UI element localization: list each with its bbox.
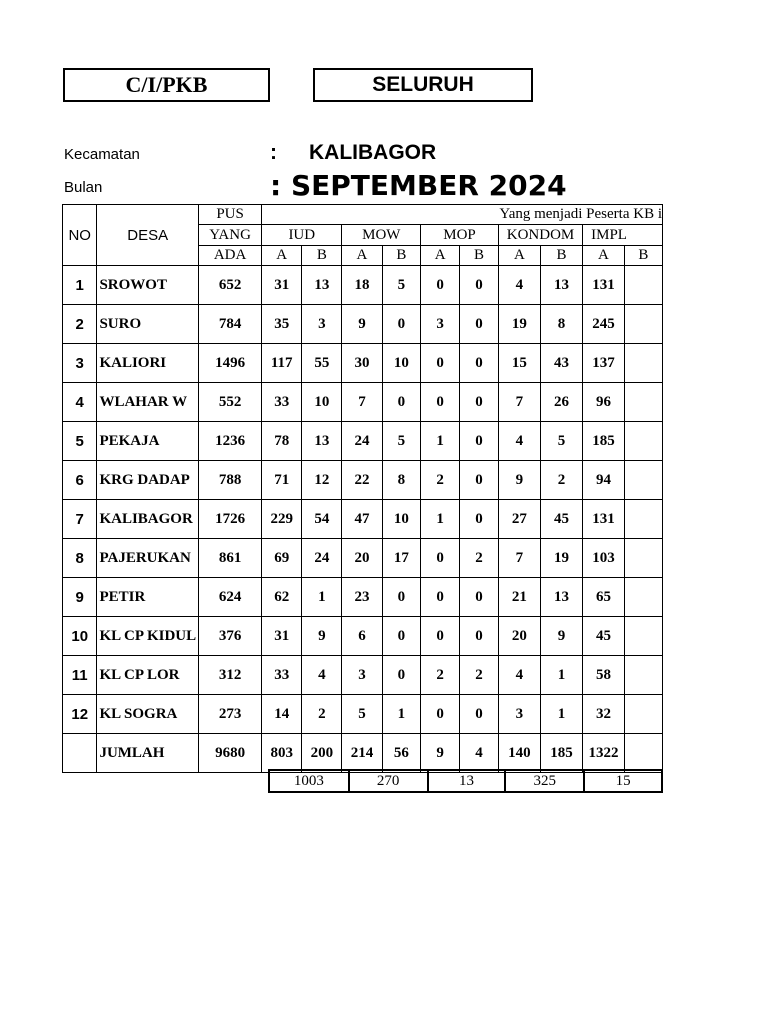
method-total: 13: [428, 770, 506, 792]
row-no: 9: [63, 578, 97, 617]
row-value: 1: [382, 695, 421, 734]
row-value: 0: [460, 266, 499, 305]
row-value: 54: [302, 500, 342, 539]
row-value: 33: [262, 656, 302, 695]
row-value-clipped: [624, 461, 662, 500]
row-value: 14: [262, 695, 302, 734]
scope-label: SELURUH: [372, 73, 474, 96]
col-pus-header-line2: YANG: [198, 225, 261, 246]
row-value: 214: [342, 734, 382, 773]
row-value-clipped: [624, 695, 662, 734]
row-value: 131: [583, 266, 625, 305]
row-pus: 861: [198, 539, 261, 578]
row-value: 2: [421, 461, 460, 500]
row-value: 0: [460, 422, 499, 461]
row-value: 7: [498, 539, 540, 578]
row-value: 56: [382, 734, 421, 773]
table-row: [63, 578, 663, 617]
row-value-clipped: [624, 383, 662, 422]
row-value: 185: [583, 422, 625, 461]
row-value-clipped: [624, 734, 662, 773]
row-value-clipped: [624, 266, 662, 305]
row-value: 3: [342, 656, 382, 695]
row-value: 65: [583, 578, 625, 617]
row-pus: 552: [198, 383, 261, 422]
row-pus: 624: [198, 578, 261, 617]
row-no: 1: [63, 266, 97, 305]
row-no: 2: [63, 305, 97, 344]
table-row: [63, 266, 663, 305]
row-no: 5: [63, 422, 97, 461]
row-desa: KL CP LOR: [97, 656, 199, 695]
sub-header-b: B: [540, 246, 582, 266]
row-value: 94: [583, 461, 625, 500]
row-value: 10: [302, 383, 342, 422]
row-value: 0: [460, 305, 499, 344]
row-value: 9: [540, 617, 582, 656]
row-value: 45: [583, 617, 625, 656]
sub-header-b: B: [382, 246, 421, 266]
row-pus: 376: [198, 617, 261, 656]
table-row: [63, 461, 663, 500]
row-value: 7: [342, 383, 382, 422]
sub-header-b: B: [302, 246, 342, 266]
row-value: 43: [540, 344, 582, 383]
row-value: 2: [421, 656, 460, 695]
row-value: 47: [342, 500, 382, 539]
method-header-mop: MOP: [421, 225, 499, 246]
row-value: 31: [262, 617, 302, 656]
row-value-clipped: [624, 656, 662, 695]
sub-header-a: A: [583, 246, 625, 266]
row-value: 21: [498, 578, 540, 617]
row-value: 4: [498, 422, 540, 461]
row-value: 10: [382, 344, 421, 383]
row-value: 12: [302, 461, 342, 500]
row-value-clipped: [624, 422, 662, 461]
row-value-clipped: [624, 344, 662, 383]
table-row: [63, 305, 663, 344]
row-value: 0: [460, 617, 499, 656]
row-pus: 652: [198, 266, 261, 305]
row-value: 13: [302, 266, 342, 305]
row-value: 0: [382, 305, 421, 344]
row-value: 0: [460, 383, 499, 422]
row-no: 4: [63, 383, 97, 422]
row-desa: SURO: [97, 305, 199, 344]
row-value: 137: [583, 344, 625, 383]
row-value: 0: [460, 578, 499, 617]
row-value: 32: [583, 695, 625, 734]
row-value: 9: [302, 617, 342, 656]
row-no: 12: [63, 695, 97, 734]
row-value: 33: [262, 383, 302, 422]
row-value: 103: [583, 539, 625, 578]
row-value: 13: [540, 266, 582, 305]
row-value: 0: [382, 383, 421, 422]
row-value: 69: [262, 539, 302, 578]
row-value: 62: [262, 578, 302, 617]
row-pus: 788: [198, 461, 261, 500]
row-value: 2: [302, 695, 342, 734]
row-pus: 1236: [198, 422, 261, 461]
row-value: 17: [382, 539, 421, 578]
row-value: 9: [421, 734, 460, 773]
sub-header-a: A: [262, 246, 302, 266]
row-value: 24: [342, 422, 382, 461]
row-value: 15: [498, 344, 540, 383]
row-value-clipped: [624, 500, 662, 539]
row-pus: 1496: [198, 344, 261, 383]
row-value: 20: [342, 539, 382, 578]
row-value: 2: [460, 539, 499, 578]
row-no: 6: [63, 461, 97, 500]
row-value: 4: [460, 734, 499, 773]
row-value: 0: [421, 383, 460, 422]
table-row: [63, 656, 663, 695]
row-desa: WLAHAR W: [97, 383, 199, 422]
row-desa: SROWOT: [97, 266, 199, 305]
row-value: 245: [583, 305, 625, 344]
row-value: 0: [382, 578, 421, 617]
row-value: 0: [421, 266, 460, 305]
total-row: [63, 734, 663, 773]
row-value: 117: [262, 344, 302, 383]
row-value: 1: [421, 422, 460, 461]
table-row: [63, 500, 663, 539]
method-header-kondom: KONDOM: [498, 225, 582, 246]
row-value: 27: [498, 500, 540, 539]
bulan-colon: :: [270, 169, 282, 202]
row-value: 5: [382, 266, 421, 305]
method-totals-table: [268, 769, 663, 793]
row-value: 22: [342, 461, 382, 500]
table-row: [63, 344, 663, 383]
bulan-value: SEPTEMBER 2024: [290, 169, 567, 202]
row-value: 10: [382, 500, 421, 539]
method-total: 1003: [269, 770, 349, 792]
method-header-iud: IUD: [262, 225, 342, 246]
row-value: 0: [421, 578, 460, 617]
row-value: 5: [342, 695, 382, 734]
row-desa: PAJERUKAN: [97, 539, 199, 578]
row-value: 0: [382, 656, 421, 695]
row-pus: 1726: [198, 500, 261, 539]
row-no: 3: [63, 344, 97, 383]
row-value: 13: [302, 422, 342, 461]
row-value: 6: [342, 617, 382, 656]
row-desa: KL SOGRA: [97, 695, 199, 734]
row-value: 19: [540, 539, 582, 578]
col-no-header: NO: [63, 205, 97, 266]
row-no: 7: [63, 500, 97, 539]
row-value: 55: [302, 344, 342, 383]
row-value: 2: [540, 461, 582, 500]
row-value: 0: [421, 617, 460, 656]
row-value: 71: [262, 461, 302, 500]
row-value: 5: [540, 422, 582, 461]
method-total: 325: [505, 770, 584, 792]
row-value: 0: [421, 344, 460, 383]
row-value-clipped: [624, 539, 662, 578]
row-value: 4: [302, 656, 342, 695]
row-value: 30: [342, 344, 382, 383]
method-total: 270: [349, 770, 428, 792]
row-value: 0: [460, 500, 499, 539]
table-row: [63, 422, 663, 461]
row-value: 35: [262, 305, 302, 344]
sub-header-b: B: [624, 246, 662, 266]
table-row: [63, 539, 663, 578]
row-value: 200: [302, 734, 342, 773]
table-row: [63, 617, 663, 656]
sub-header-a: A: [342, 246, 382, 266]
row-value: 229: [262, 500, 302, 539]
kb-participant-table: [62, 204, 663, 773]
row-desa: KALIORI: [97, 344, 199, 383]
row-value: 4: [498, 266, 540, 305]
row-value: 26: [540, 383, 582, 422]
row-value: 5: [382, 422, 421, 461]
row-value: 4: [498, 656, 540, 695]
table-row: [63, 695, 663, 734]
row-value: 8: [540, 305, 582, 344]
row-value: 18: [342, 266, 382, 305]
row-value: 0: [460, 695, 499, 734]
row-desa: PETIR: [97, 578, 199, 617]
row-pus: 273: [198, 695, 261, 734]
sub-header-a: A: [421, 246, 460, 266]
row-value: 0: [421, 539, 460, 578]
row-desa: JUMLAH: [97, 734, 199, 773]
row-value: 2: [460, 656, 499, 695]
group-title: Yang menjadi Peserta KB i: [262, 205, 663, 225]
row-desa: KALIBAGOR: [97, 500, 199, 539]
row-value-clipped: [624, 578, 662, 617]
row-pus: 784: [198, 305, 261, 344]
row-value: 3: [302, 305, 342, 344]
row-value: 45: [540, 500, 582, 539]
method-header-impl: IMPL: [583, 225, 663, 246]
row-value: 78: [262, 422, 302, 461]
row-value: 3: [421, 305, 460, 344]
row-value-clipped: [624, 617, 662, 656]
row-value: 803: [262, 734, 302, 773]
method-header-mow: MOW: [342, 225, 421, 246]
table-row: [63, 383, 663, 422]
row-desa: KL CP KIDUL: [97, 617, 199, 656]
kecamatan-value: KALIBAGOR: [309, 141, 437, 164]
row-value: 0: [460, 461, 499, 500]
kecamatan-label: Kecamatan: [64, 146, 140, 163]
row-value: 0: [382, 617, 421, 656]
row-value: 1322: [583, 734, 625, 773]
row-value: 1: [421, 500, 460, 539]
row-value-clipped: [624, 305, 662, 344]
row-value: 20: [498, 617, 540, 656]
row-no: 8: [63, 539, 97, 578]
row-desa: KRG DADAP: [97, 461, 199, 500]
row-desa: PEKAJA: [97, 422, 199, 461]
col-pus-header-line1: PUS: [198, 205, 261, 225]
sub-header-b: B: [460, 246, 499, 266]
row-value: 0: [421, 695, 460, 734]
row-value: 0: [460, 344, 499, 383]
col-desa-header: DESA: [97, 205, 199, 266]
bulan-label: Bulan: [64, 179, 103, 196]
method-total: 15: [584, 770, 662, 792]
row-value: 9: [342, 305, 382, 344]
row-value: 24: [302, 539, 342, 578]
row-value: 185: [540, 734, 582, 773]
row-value: 8: [382, 461, 421, 500]
row-pus: 9680: [198, 734, 261, 773]
row-value: 31: [262, 266, 302, 305]
row-no: 10: [63, 617, 97, 656]
row-value: 3: [498, 695, 540, 734]
kecamatan-colon: :: [270, 141, 277, 164]
row-no: 11: [63, 656, 97, 695]
row-no: [63, 734, 97, 773]
row-value: 1: [302, 578, 342, 617]
row-value: 23: [342, 578, 382, 617]
row-pus: 312: [198, 656, 261, 695]
sub-header-a: A: [498, 246, 540, 266]
row-value: 7: [498, 383, 540, 422]
row-value: 19: [498, 305, 540, 344]
row-value: 140: [498, 734, 540, 773]
row-value: 58: [583, 656, 625, 695]
unit-label: C/I/PKB: [125, 72, 208, 97]
col-pus-header-line3: ADA: [198, 246, 261, 266]
row-value: 9: [498, 461, 540, 500]
row-value: 13: [540, 578, 582, 617]
row-value: 1: [540, 656, 582, 695]
row-value: 96: [583, 383, 625, 422]
row-value: 1: [540, 695, 582, 734]
row-value: 131: [583, 500, 625, 539]
